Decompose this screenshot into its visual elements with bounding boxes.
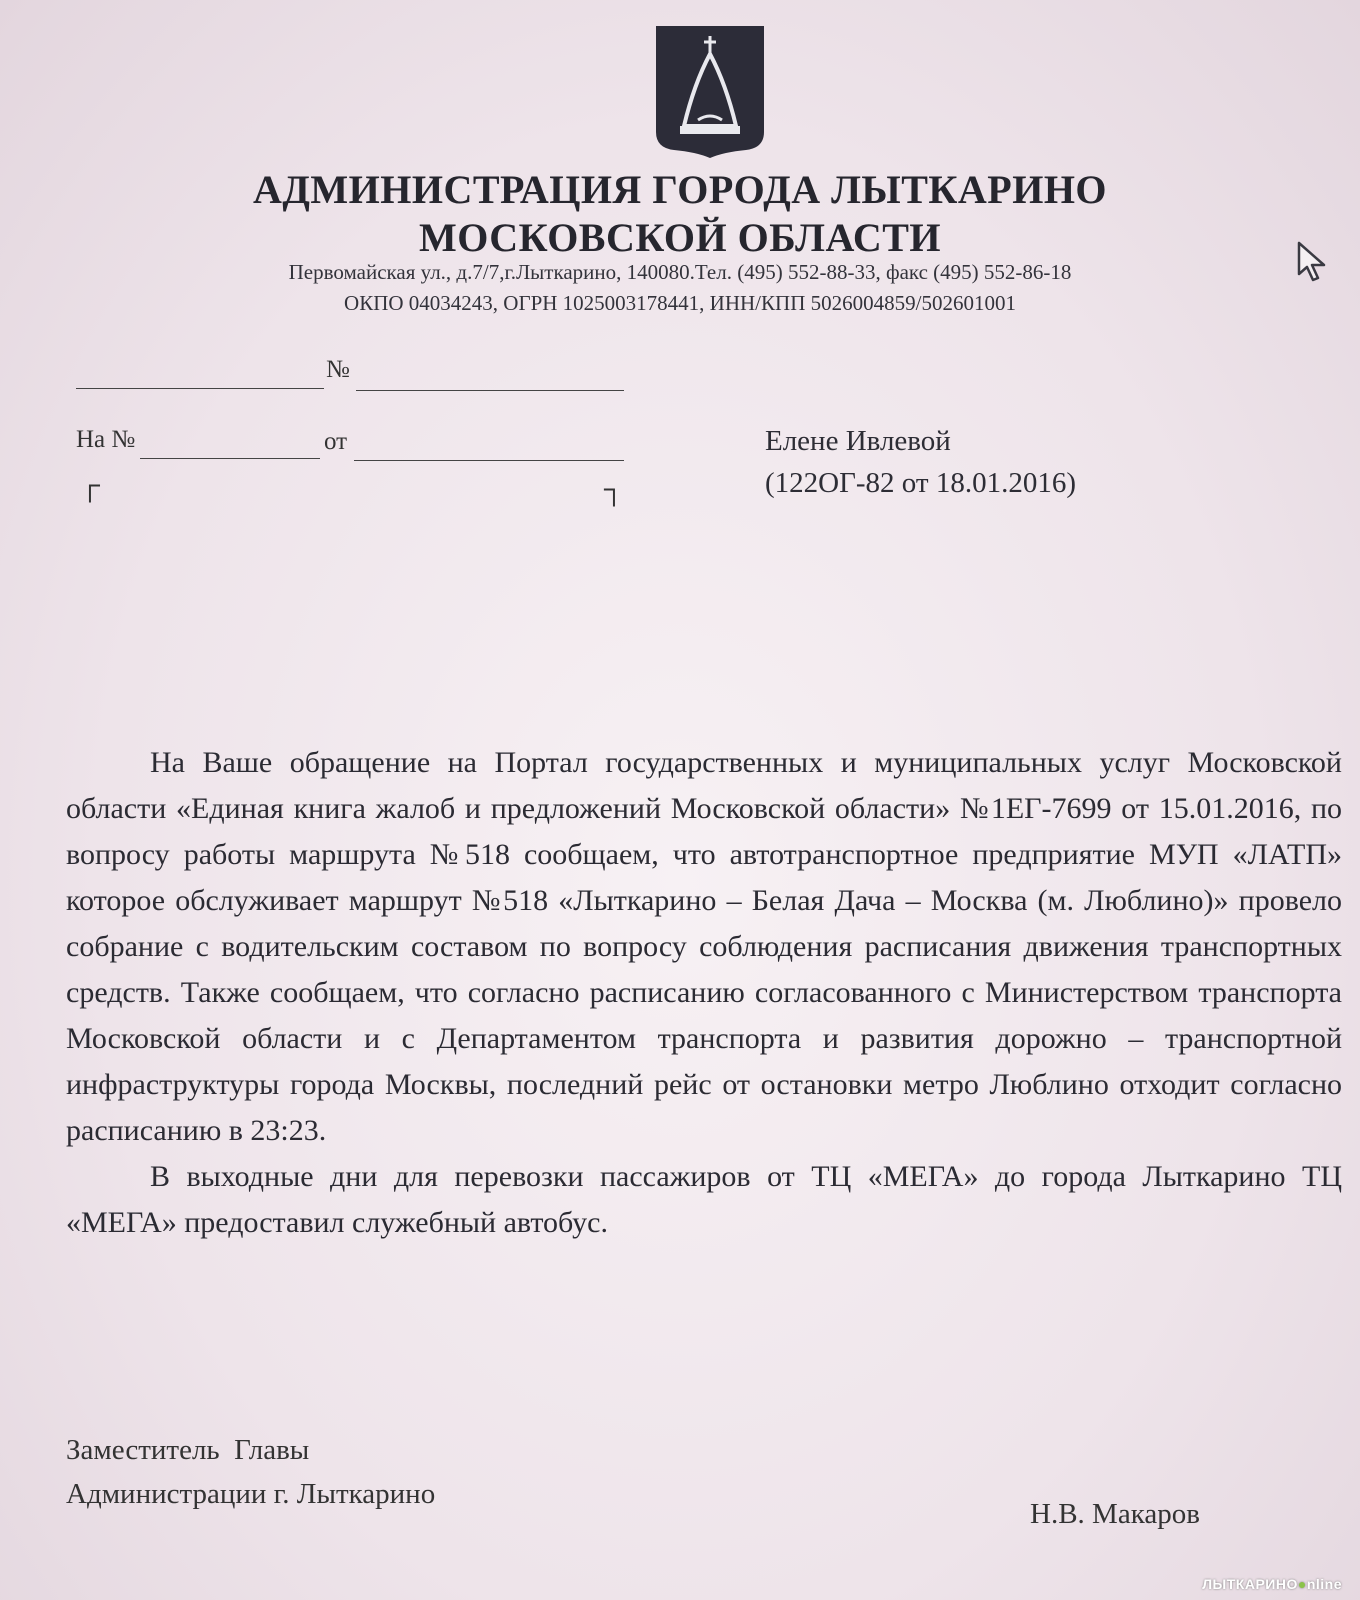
signatory-position-line2: Администрации г. Лыткарино — [66, 1478, 436, 1510]
corner-mark-right: ┐ — [604, 474, 624, 505]
signatory-position-line1: Заместитель Главы — [66, 1434, 310, 1466]
watermark-dot: ● — [1297, 1576, 1307, 1592]
coat-of-arms-icon — [654, 24, 766, 158]
signatory-position — [66, 1428, 435, 1516]
addressee-block — [765, 420, 1076, 504]
reply-from-label: от — [324, 428, 348, 455]
reply-number-line — [140, 458, 320, 459]
org-title-line1: АДМИНИСТРАЦИЯ ГОРОДА ЛЫТКАРИНО — [252, 167, 1108, 212]
addressee-name: Елене Ивлевой — [765, 425, 951, 457]
body-paragraph-1: На Ваше обращение на Портал государственных и муниципальных услуг Московской области «Единая книга жалоб и предложений Московской области» №1ЕГ-7699 от 15.01.2016, по вопросу работы маршрута №518 сообщаем, что автотранспортное предприятие МУП «ЛАТП» которое обслуживает маршрут №518 «Лыткарино – Белая Дача – Москва (м. Люблино)» провело собрание с водительским составом по вопросу соблюдения расписания движения транспортных средств. Также сообщаем, что согласно расписанию согласованного с Министерством транспорта Московской области и с Департаментом транспорта и развития дорожно – транспортной инфраструктуры города Москвы, последний рейс от остановки метро Люблино отходит согласно расписанию в 23:23. — [66, 746, 1342, 1147]
signatory-name: Н.В. Макаров — [1030, 1498, 1200, 1530]
site-watermark — [1202, 1576, 1342, 1592]
addressee-reference: (122ОГ-82 от 18.01.2016) — [765, 467, 1076, 499]
outgoing-date-line — [76, 388, 324, 389]
org-title-line2: МОСКОВСКОЙ ОБЛАСТИ — [418, 215, 942, 260]
org-address: Первомайская ул., д.7/7,г.Лыткарино, 140080.Тел. (495) 552-88-33, факс (495) 552-86-18 — [288, 260, 1072, 284]
outgoing-number-line — [356, 390, 624, 391]
watermark-main: ЛЫТКАРИНО — [1202, 1576, 1298, 1592]
outgoing-number-sign: № — [326, 356, 350, 383]
watermark-suffix: nline — [1306, 1576, 1342, 1592]
body-paragraph-2: В выходные дни для перевозки пассажиров от ТЦ «МЕГА» до города Лыткарино ТЦ «МЕГА» предоставил служебный автобус. — [66, 1160, 1342, 1239]
mouse-pointer-icon — [1296, 240, 1330, 282]
reply-date-line — [354, 460, 624, 461]
reply-number-label: На № — [76, 426, 136, 453]
letter-body — [66, 740, 1342, 1246]
org-codes: ОКПО 04034243, ОГРН 1025003178441, ИНН/КПП 5026004859/502601001 — [344, 291, 1016, 315]
corner-mark-left: ┌ — [80, 470, 100, 501]
